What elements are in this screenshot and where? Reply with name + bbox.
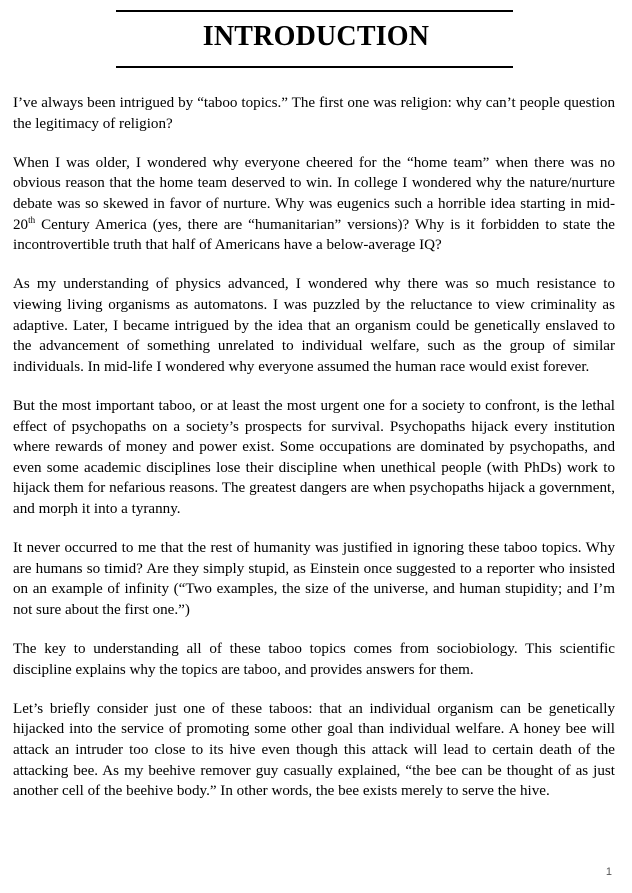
paragraph-psychopaths: But the most important taboo, or at least the most urgent one for a society to confront, is the lethal effect of psychopaths on a society’s prospects for survival. Psychopaths hijack every institution where rewards of money and power exist. Some occupations are dominated by psychopaths, and even some academic disciplines lose their discipline when unethical people (with PhDs) work to hijack them for nefarious reasons. The greatest dangers are when psychopaths hijack a government, and morph it into a tyranny.	[13, 397, 615, 517]
paragraph-honey-bee: Let’s briefly consider just one of these taboos: that an individual organism can be genetically hijacked into the service of promoting some other goal than individual welfare. A honey bee will attack an intruder too close to its hive even though this attack will lead to certain death of the attacking bee. As my beehive remover guy casually explained, “the bee can be thought of as just another cell of the beehive body.” In other words, the bee exists merely to serve the hive.	[13, 700, 615, 800]
body-text	[13, 93, 615, 820]
paragraph-home-team-part-2: Century America (yes, there are “humanitarian” versions)? Why is it forbidden to state the incontrovertible truth that half of Americans have a below-average IQ?	[13, 216, 615, 254]
paragraph-physics: As my understanding of physics advanced, I wondered why there was so much resistance to viewing living organisms as automatons. I was puzzled by the reluctance to view criminality as adaptive. Later, I became intrigued by the idea that an organism could be genetically enslaved to the advancement of something unrelated to individual welfare, such as the group of similar individuals. In mid-life I wondered why everyone assumed the human race would exist forever.	[13, 276, 615, 375]
page-number: 1	[605, 866, 612, 878]
paragraph-home-team	[13, 153, 615, 256]
paragraph-religion: I’ve always been intrigued by “taboo topics.” The first one was religion: why can’t people question the legitimacy of religion?	[13, 95, 615, 132]
ordinal-suffix: th	[28, 214, 36, 225]
paragraph-timid-humans: It never occurred to me that the rest of humanity was justified in ignoring these taboo topics. Why are humans so timid? Are they simply stupid, as Einstein once suggested to a reporter who insisted on an example of infinity (“Two examples, the size of the universe, and human stupidity; and I’m not sure about the first one.”)	[13, 540, 615, 618]
paragraph-home-team-part-1: When I was older, I wondered why everyone cheered for the “home team” when there was no obvious reason that the home team deserved to win. In college I wondered why the nature/nurture debate was so skewed in favor of nurture. Why was eugenics such a horrible idea starting in mid-20	[13, 154, 615, 233]
heading-bottom-rule	[116, 66, 513, 68]
chapter-heading: INTRODUCTION	[202, 21, 430, 52]
heading-top-rule	[116, 10, 513, 12]
paragraph-sociobiology: The key to understanding all of these taboo topics comes from sociobiology. This scientific discipline explains why the topics are taboo, and provides answers for them.	[13, 641, 615, 678]
